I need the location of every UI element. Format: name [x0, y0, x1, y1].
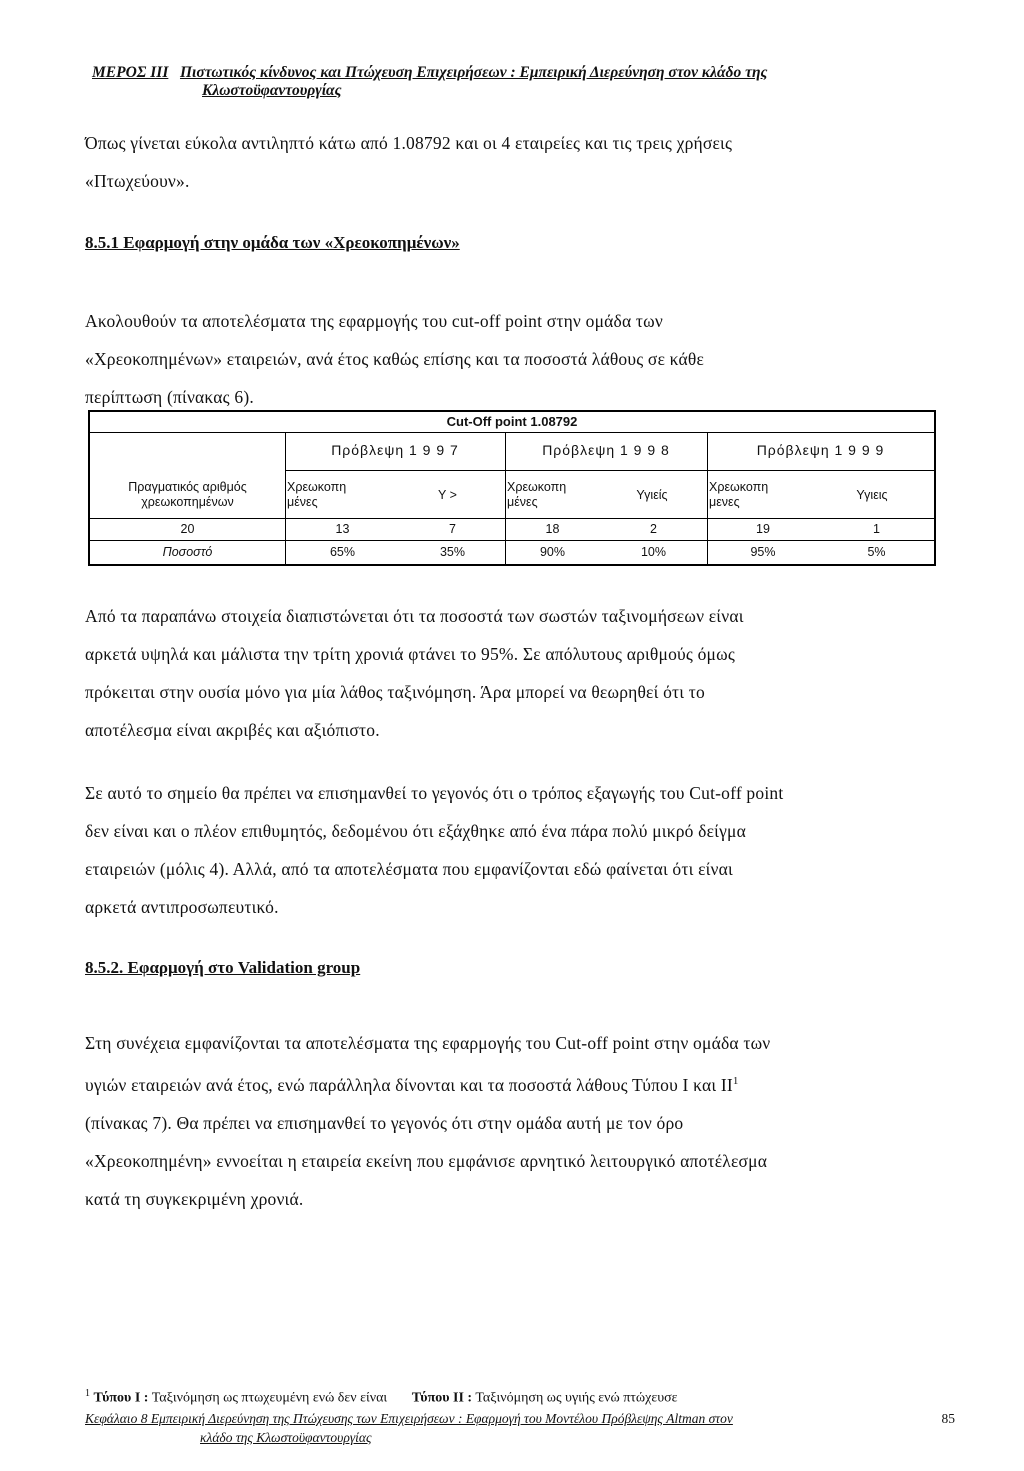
subheader-line: μένες [287, 495, 318, 509]
paragraph-5-line-4: «Χρεοκοπημένη» εννοείται η εταιρεία εκείνη που εμφάνισε αρνητικό λειτουργικό αποτέλεσμα [85, 1150, 768, 1171]
footer-line-2: κλάδο της Κλωστοϋφαντουργίας [200, 1430, 372, 1445]
table-cell: 2 [650, 522, 657, 536]
subheader-bankrupt-1998 [507, 480, 597, 510]
table-cell: 10% [640, 545, 667, 559]
paragraph-5 [85, 1024, 940, 1218]
table-cell: 65% [329, 545, 356, 559]
subheader-healthy-1998: Υγιείς [636, 488, 668, 502]
paragraph-2-line-1: Ακολουθούν τα αποτελέσματα της εφαρμογής του cut-off point στην ομάδα των [85, 311, 663, 331]
subheader-line: μενες [709, 495, 740, 509]
paragraph-4-line-3: εταιρειών (μόλις 4). Αλλά, από τα αποτελέσματα που εμφανίζονται εδώ φαίνεται ότι είναι [85, 859, 733, 879]
row-header-line-2: χρεωκοπημένων [141, 495, 234, 509]
footer-line-1: Κεφάλαιο 8 Εμπειρική Διερεύνηση της Πτώχευσης των Επιχειρήσεων : Εφαρμογή του Μοντέλου Πρόβλεψης Altman στον [85, 1411, 733, 1426]
table-title: Cut-Off point 1.08792 [446, 414, 578, 429]
paragraph-4 [85, 774, 940, 926]
table-cell: 95% [750, 545, 776, 559]
paragraph-2 [85, 302, 940, 416]
paragraph-3-line-4: αποτέλεσμα είναι ακριβές και αξιόπιστο. [85, 720, 380, 740]
row-header [90, 480, 285, 510]
paragraph-1-line-1: Όπως γίνεται εύκολα αντιληπτό κάτω από 1.08792 και οι 4 εταιρείες και τις τρεις χρήσεις [85, 133, 733, 153]
header-part: ΜΕΡΟΣ ΙΙΙ [92, 64, 169, 81]
subheader-bankrupt-1997 [287, 480, 377, 510]
paragraph-3-line-2: αρκετά υψηλά και μάλιστα την τρίτη χρονιά φτάνει το 95%. Σε απόλυτους αριθμούς όμως [85, 644, 735, 664]
page-number: 85 [941, 1411, 955, 1426]
subheader-line: Χρεωκοπη [709, 480, 769, 494]
table-cell: 18 [545, 522, 560, 536]
paragraph-1 [85, 124, 940, 200]
subheader-line: Χρεωκοπη [287, 480, 347, 494]
paragraph-4-line-4: αρκετά αντιπροσωπευτικό. [85, 897, 279, 917]
table-cell: Ποσοστό [162, 545, 213, 559]
paragraph-3-line-1: Από τα παραπάνω στοιχεία διαπιστώνεται ότι τα ποσοστά των σωστών ταξινομήσεων είναι [85, 606, 744, 626]
paragraph-5-line-3: (πίνακας 7). Θα πρέπει να επισημανθεί το γεγονός ότι στην ομάδα αυτή με τον όρο [85, 1112, 684, 1133]
subheader-line: μένες [507, 495, 538, 509]
table-cell: 90% [539, 545, 566, 559]
footnote-mark: 1 [85, 1388, 90, 1399]
paragraph-5-line-1: Στη συνέχεια εμφανίζονται τα αποτελέσματα της εφαρμογής του Cut-off point στην ομάδα των [85, 1033, 771, 1053]
year-header-1999: Πρόβλεψη 1 9 9 9 [756, 442, 885, 458]
paragraph-3 [85, 597, 940, 749]
table-cell: 5% [867, 545, 886, 559]
table-cell: 1 [873, 522, 880, 536]
subheader-bankrupt-1999 [709, 480, 799, 510]
paragraph-4-line-2: δεν είναι και ο πλέον επιθυμητός, δεδομένου ότι εξάχθηκε από ένα πάρα πολύ μικρό δείγμα [85, 821, 746, 841]
paragraph-2-line-3: περίπτωση (πίνακας 6). [85, 387, 254, 407]
paragraph-1-line-2: «Πτωχεύουν». [85, 171, 190, 191]
section-heading-851: 8.5.1 Εφαρμογή στην ομάδα των «Χρεοκοπημένων» [85, 233, 460, 252]
paragraph-3-line-3: πρόκειται στην ουσία μόνο για μία λάθος ταξινόμηση. Άρα μπορεί να θεωρηθεί ότι το [85, 682, 705, 702]
paragraph-5-line-5: κατά τη συγκεκριμένη χρονιά. [85, 1188, 304, 1209]
paragraph-4-line-1: Σε αυτό το σημείο θα πρέπει να επισημανθεί το γεγονός ότι ο τρόπος εξαγωγής του Cut-off point [85, 783, 784, 803]
footnote-type1-label: Τύπου Ι : [93, 1390, 149, 1406]
row-header-line-1: Πραγματικός αριθμός [128, 480, 247, 494]
footnote-type2-label: Τύπου ΙΙ : [411, 1390, 473, 1406]
header-title-line2: Κλωστοϋφαντουργίας [202, 82, 342, 99]
table-cell: 35% [439, 545, 466, 559]
cutoff-table [88, 410, 936, 566]
subheader-line: Χρεωκοπη [507, 480, 567, 494]
subheader-healthy-1999: Υγιεις [856, 488, 888, 502]
footnote-type2-text: Ταξινόμηση ως υγιής ενώ πτώχευσε [475, 1390, 678, 1406]
paragraph-5-line-2-text: υγιών εταιρειών ανά έτος, ενώ παράλληλα δίνονται και τα ποσοστά λάθους Τύπου Ι και ΙΙ [85, 1074, 733, 1095]
footnote-ref[interactable]: 1 [732, 1075, 739, 1087]
table-cell: 19 [756, 522, 770, 536]
paragraph-5-line-2 [85, 1062, 940, 1104]
table-cell: 7 [449, 522, 456, 536]
year-header-1997: Πρόβλεψη 1 9 9 7 [331, 442, 459, 458]
section-heading-852: 8.5.2. Εφαρμογή στο Validation group [85, 958, 361, 977]
footnote [85, 1384, 945, 1408]
running-header [92, 64, 952, 100]
footnote-type1-text: Ταξινόμηση ως πτωχευμένη ενώ δεν είναι [151, 1390, 388, 1406]
year-header-1998: Πρόβλεψη 1 9 9 8 [542, 442, 670, 458]
table-cell: 20 [180, 522, 195, 536]
subheader-healthy-1997: Υ > [438, 488, 457, 502]
header-title-line1: Πιστωτικός κίνδυνος και Πτώχευση Επιχειρήσεων : Εμπειρική Διερεύνηση στον κλάδο της [179, 64, 768, 81]
table-cell: 13 [335, 522, 350, 536]
running-footer [85, 1409, 955, 1447]
paragraph-2-line-2: «Χρεοκοπημένων» εταιρειών, ανά έτος καθώς επίσης και τα ποσοστά λάθους σε κάθε [85, 349, 705, 369]
